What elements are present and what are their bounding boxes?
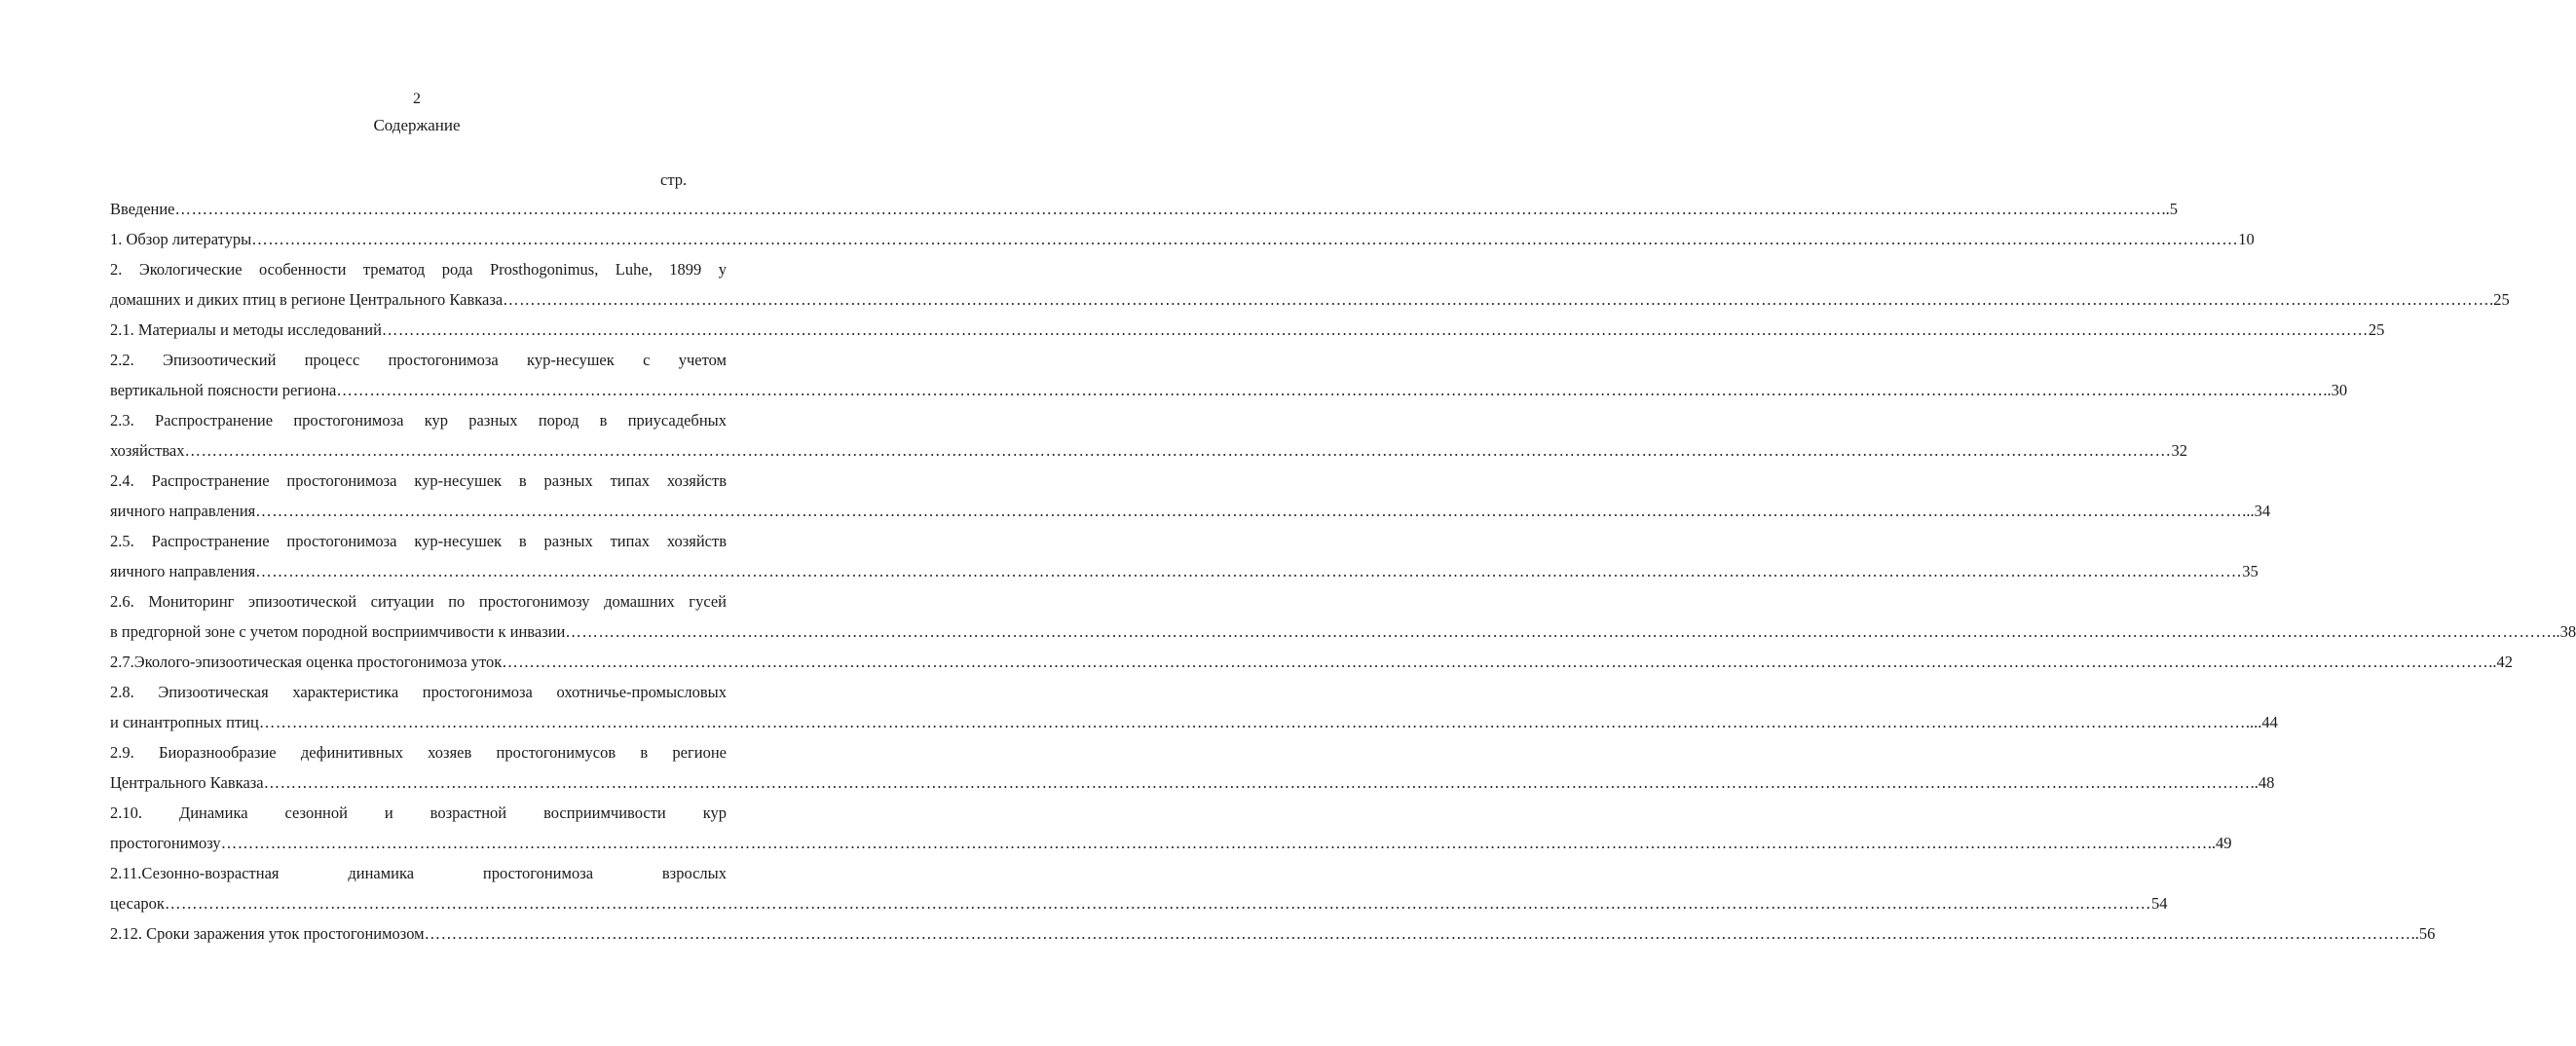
toc-entry-title: вертикальной поясности региона [110,381,337,399]
toc-entry-last-line [110,194,2179,224]
toc-entry-line: 2.11.Сезонно-возрастная динамика простогонимоза взрослых [110,864,727,882]
toc-entry [110,315,2385,345]
toc-entry-title: Введение [110,200,175,218]
dot-leader: ……………………………………………………………………………………………………………………………………………………………………………………………………………………………………………………………………………………………………………………………… [184,441,2172,460]
dot-leader: ……………………………………………………………………………………………………………………………………………………………………………………………………………………………………………………………………………………………………………………………… [251,230,2239,248]
toc-entry [110,858,2168,918]
page-title: Содержание [373,116,461,134]
dot-leader: ……………………………………………………………………………………………………………………………………………………………………………………………………………………………………………………………………………………………………………………………… [503,290,2490,309]
toc-entry-page-number: ..49 [2207,834,2232,852]
toc-entry-line: 2.2. Эпизоотический процесс простогонимоза кур-несушек с учетом [110,351,727,369]
toc-entry-last-line [110,647,2514,677]
toc-entry-last-line [110,375,2348,405]
toc-entry [110,466,2271,526]
toc-entry [110,405,2187,466]
toc-entry-page-number: ...34 [2242,502,2271,520]
toc-entry-page-number: 10 [2238,230,2255,248]
toc-entry-last-line [110,767,2275,798]
dot-leader: ……………………………………………………………………………………………………………………………………………………………………………………………………………………………………………………………………………………………………………………………… [258,713,2246,731]
dot-leader: ……………………………………………………………………………………………………………………………………………………………………………………………………………………………………………………………………………………………………………………………… [565,622,2553,641]
dot-leader: ……………………………………………………………………………………………………………………………………………………………………………………………………………………………………………………………………………………………………………………………… [381,320,2369,339]
toc-entry-page-number: 25 [2368,320,2385,339]
toc-entry-line: 2.9. Биоразнообразие дефинитивных хозяев простогонимусов в регионе [110,743,727,762]
toc-entry-title: 1. Обзор литературы [110,230,252,248]
toc-entry-title: хозяйствах [110,441,185,460]
toc-entry-title: домашних и диких птиц в регионе Центрального Кавказа [110,290,504,309]
toc-entry-line: 2.3. Распространение простогонимоза кур разных пород в приусадебных [110,411,727,430]
dot-leader: ……………………………………………………………………………………………………………………………………………………………………………………………………………………………………………………………………………………………………………………………… [220,834,2208,852]
toc-entry [110,737,2275,798]
table-of-contents [110,194,2576,949]
toc-entry [110,647,2514,677]
dot-leader: ……………………………………………………………………………………………………………………………………………………………………………………………………………………………………………………………………………………………………………………………… [502,653,2489,671]
toc-entry-last-line [110,315,2385,345]
toc-entry-page-number: ..5 [2161,200,2179,218]
toc-entry-title: 2.1. Материалы и методы исследований [110,320,382,339]
toc-entry-last-line [110,707,2278,737]
toc-entry-page-number: ..56 [2410,924,2436,943]
toc-entry [110,918,2436,949]
toc-entry-line: 2.5. Распространение простогонимоза кур-несушек в разных типах хозяйств [110,532,727,550]
toc-entry-last-line [110,224,2255,254]
dot-leader: ……………………………………………………………………………………………………………………………………………………………………………………………………………………………………………………………………………………………………………………………… [336,381,2324,399]
toc-entry-last-line [110,496,2271,526]
toc-entry [110,194,2179,224]
toc-entry-title: 2.7.Эколого-эпизоотическая оценка простогонимоза уток [110,653,503,671]
toc-entry-line: 2.10. Динамика сезонной и возрастной восприимчивости кур [110,803,727,822]
toc-entry [110,677,2278,737]
toc-entry-last-line [110,284,2510,315]
toc-entry-last-line [110,435,2187,466]
toc-entry-title: цесарок [110,894,165,913]
dot-leader: ……………………………………………………………………………………………………………………………………………………………………………………………………………………………………………………………………………………………………………………………… [263,773,2251,792]
toc-entry-page-number: ..48 [2250,773,2275,792]
toc-entry-page-number: 35 [2242,562,2259,580]
toc-entry-page-number: ..42 [2488,653,2514,671]
dot-leader: ……………………………………………………………………………………………………………………………………………………………………………………………………………………………………………………………………………………………………………………………… [255,562,2243,580]
toc-entry-title: Центрального Кавказа [110,773,264,792]
toc-entry [110,798,2232,858]
toc-entry [110,526,2259,586]
toc-entry-page-number: .25 [2489,290,2510,309]
dot-leader: ……………………………………………………………………………………………………………………………………………………………………………………………………………………………………………………………………………………………………………………………… [424,924,2411,943]
toc-entry-title: простогонимозу [110,834,221,852]
toc-entry-page-number: ..30 [2323,381,2348,399]
toc-entry-title: в предгорной зоне с учетом породной восприимчивости к инвазии [110,622,566,641]
toc-entry [110,224,2255,254]
dot-leader: ……………………………………………………………………………………………………………………………………………………………………………………………………………………………………………………………………………………………………………………………… [255,502,2243,520]
toc-entry-line: 2. Экологические особенности трематод рода Prosthogonimus, Luhe, 1899 у [110,260,727,279]
toc-entry-title: 2.12. Сроки заражения уток простогонимозом [110,924,425,943]
toc-entry-title: яичного направления [110,502,256,520]
toc-entry-page-number: 32 [2171,441,2187,460]
toc-entry-last-line [110,556,2259,586]
dot-leader: ……………………………………………………………………………………………………………………………………………………………………………………………………………………………………………………………………………………………………………………………… [174,200,2162,218]
pages-column-label: стр. [660,170,688,189]
toc-entry-line: 2.8. Эпизоотическая характеристика простогонимоза охотничье-промысловых [110,683,727,701]
toc-entry [110,345,2348,405]
toc-entry-page-number: ....44 [2245,713,2278,731]
toc-entry-last-line [110,888,2168,918]
page-number: 2 [413,91,421,107]
toc-entry [110,254,2510,315]
toc-entry-last-line [110,616,2576,647]
toc-entry-last-line [110,918,2436,949]
toc-entry-line: 2.4. Распространение простогонимоза кур-несушек в разных типах хозяйств [110,471,727,490]
toc-entry-last-line [110,828,2232,858]
toc-entry-title: и синантропных птиц [110,713,259,731]
toc-entry [110,586,2576,647]
toc-entry-line: 2.6. Мониторинг эпизоотической ситуации по простогонимозу домашних гусей [110,592,727,611]
toc-entry-page-number: 54 [2150,894,2168,913]
dot-leader: ……………………………………………………………………………………………………………………………………………………………………………………………………………………………………………………………………………………………………………………………… [164,894,2151,913]
toc-entry-title: яичного направления [110,562,256,580]
toc-entry-page-number: ..38 [2552,622,2576,641]
